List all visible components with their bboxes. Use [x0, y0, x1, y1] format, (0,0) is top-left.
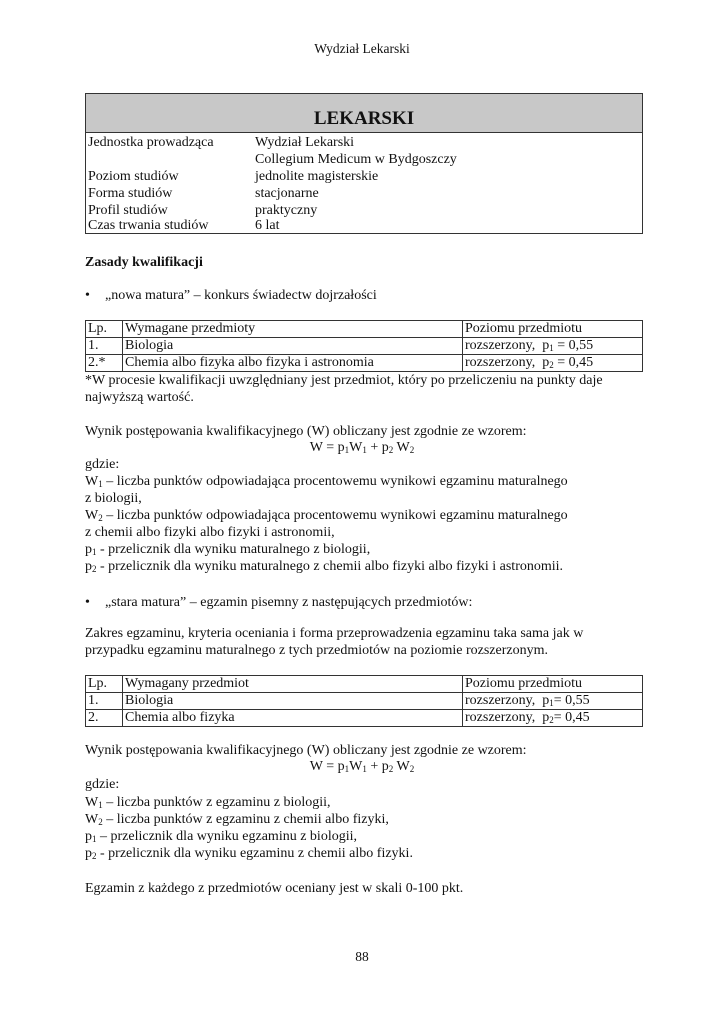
definition-line	[85, 845, 413, 862]
program-title: LEKARSKI	[313, 108, 415, 129]
formula	[0, 758, 724, 775]
paragraph-line: przypadku egzaminu maturalnego z tych przedmiotów na poziomie rozszerzonym.	[85, 643, 548, 658]
header-cell: Lp.	[86, 676, 123, 693]
definition-line: z biologii,	[85, 491, 142, 506]
symbol: p	[85, 542, 92, 557]
header-cell: Wymagane przedmioty	[123, 321, 463, 338]
symbol: p	[85, 559, 92, 574]
formula-part: + p	[366, 440, 389, 455]
definition-line	[85, 541, 370, 558]
symbol-subscript: 1	[98, 800, 103, 810]
info-label: Jednostka prowadząca	[88, 135, 214, 150]
formula-subscript: 1	[344, 445, 350, 455]
symbol-subscript: 2	[98, 513, 103, 523]
info-row	[86, 185, 642, 202]
definition-text: – przelicznik dla wyniku egzaminu z biologii,	[96, 829, 357, 844]
coefficient-symbol: p	[542, 693, 550, 708]
formula-subscript: 1	[362, 764, 367, 774]
row-level	[463, 355, 643, 372]
info-row	[86, 134, 642, 151]
definition-text: - przelicznik dla wyniku maturalnego z biologii,	[96, 542, 371, 557]
row-number: 2.*	[86, 355, 123, 372]
row-number: 1.	[86, 338, 123, 355]
coefficient-symbol: p	[542, 338, 550, 353]
row-subject: Biologia	[123, 693, 463, 710]
definition-text: – liczba punktów odpowiadająca procentowemu wynikowi egzaminu maturalnego	[102, 474, 568, 489]
symbol: W	[85, 508, 99, 523]
formula-part: + p	[366, 759, 389, 774]
header-cell: Lp.	[86, 321, 123, 338]
row-level	[463, 338, 643, 355]
formula-part: W	[349, 759, 363, 774]
formula-subscript: 1	[362, 445, 367, 455]
paragraph-line: Zakres egzaminu, kryteria oceniania i forma przeprowadzenia egzaminu taka sama jak w	[85, 626, 584, 641]
symbol-subscript: 2	[92, 851, 97, 861]
definition-line: z chemii albo fizyki albo fizyki i astronomii,	[85, 525, 335, 540]
bullet-text: „nowa matura” – konkurs świadectw dojrzałości	[105, 288, 377, 303]
coefficient-symbol: p	[542, 710, 550, 725]
definition-text: - przelicznik dla wyniku maturalnego z chemii albo fizyki albo fizyki i astronomii.	[96, 559, 564, 574]
footnote-line: najwyższą wartość.	[85, 390, 194, 405]
coefficient-subscript: 1	[549, 698, 554, 708]
result-intro: Wynik postępowania kwalifikacyjnego (W) obliczany jest zgodnie ze wzorem:	[85, 424, 527, 439]
bullet-glyph: •	[85, 288, 90, 303]
definition-text: – liczba punktów z egzaminu z biologii,	[102, 795, 331, 810]
info-value: Collegium Medicum w Bydgoszczy	[255, 152, 457, 167]
footnote-line: *W procesie kwalifikacji uwzględniany jest przedmiot, który po przeliczeniu na punkty daje	[85, 373, 603, 388]
table-row	[86, 338, 643, 355]
definition-text: – liczba punktów odpowiadająca procentowemu wynikowi egzaminu maturalnego	[102, 508, 568, 523]
info-label: Profil studiów	[88, 203, 168, 218]
row-number: 2.	[86, 710, 123, 727]
running-header: Wydział Lekarski	[314, 41, 410, 56]
header-cell: Wymagany przedmiot	[123, 676, 463, 693]
program-info-box	[85, 93, 643, 234]
definition-line	[85, 811, 389, 828]
result-intro: Wynik postępowania kwalifikacyjnego (W) obliczany jest zgodnie ze wzorem:	[85, 743, 527, 758]
definition-text: – liczba punktów z egzaminu z chemii albo fizyki,	[102, 812, 389, 827]
info-value: jednolite magisterskie	[255, 169, 379, 184]
table-row	[86, 693, 643, 710]
level-text: rozszerzony,	[465, 710, 536, 725]
table-header-row	[86, 321, 643, 338]
info-value: praktyczny	[255, 203, 318, 218]
symbol: p	[85, 846, 92, 861]
formula-part: W	[349, 440, 363, 455]
formula	[0, 439, 724, 456]
info-label: Czas trwania studiów	[88, 218, 209, 233]
where-label: gdzie:	[85, 457, 120, 472]
symbol: W	[85, 795, 99, 810]
coefficient-value: = 0,45	[553, 355, 594, 370]
symbol: W	[85, 474, 99, 489]
definition-line	[85, 558, 563, 575]
coefficient-value: = 0,55	[553, 693, 590, 708]
row-level	[463, 710, 643, 727]
table-row	[86, 355, 643, 372]
exam-subjects-table	[85, 675, 643, 727]
bullet-glyph: •	[85, 595, 90, 610]
table-row	[86, 710, 643, 727]
bullet-old-matura	[85, 594, 473, 611]
symbol-subscript: 1	[92, 834, 97, 844]
level-text: rozszerzony,	[465, 693, 536, 708]
required-subjects-table	[85, 320, 643, 372]
formula-part: W = p	[309, 440, 345, 455]
info-row	[86, 151, 642, 168]
header-cell: Poziomu przedmiotu	[463, 676, 643, 693]
definition-line	[85, 473, 568, 490]
formula-subscript: 2	[388, 764, 394, 774]
info-value: stacjonarne	[255, 186, 319, 201]
row-subject: Chemia albo fizyka	[123, 710, 463, 727]
symbol-subscript: 1	[98, 479, 103, 489]
page-number: 88	[355, 949, 369, 964]
table-header-row	[86, 676, 643, 693]
formula-part: W = p	[309, 759, 345, 774]
symbol-subscript: 2	[98, 817, 103, 827]
definition-line	[85, 828, 357, 845]
symbol: p	[85, 829, 92, 844]
program-title-bar	[86, 94, 642, 133]
info-label: Poziom studiów	[88, 169, 179, 184]
row-subject: Chemia albo fizyka albo fizyka i astronomia	[123, 355, 463, 372]
info-row	[86, 217, 642, 234]
formula-subscript: 2	[409, 445, 415, 455]
formula-part: W	[393, 759, 410, 774]
coefficient-value: = 0,55	[553, 338, 594, 353]
symbol: W	[85, 812, 99, 827]
row-level	[463, 693, 643, 710]
coefficient-symbol: p	[542, 355, 550, 370]
coefficient-subscript: 2	[549, 715, 554, 725]
formula-subscript: 2	[409, 764, 415, 774]
row-number: 1.	[86, 693, 123, 710]
formula-subscript: 1	[344, 764, 350, 774]
symbol-subscript: 2	[92, 564, 97, 574]
formula-subscript: 2	[388, 445, 394, 455]
info-value: 6 lat	[255, 218, 280, 233]
symbol-subscript: 1	[92, 547, 97, 557]
coefficient-value: = 0,45	[553, 710, 590, 725]
coefficient-subscript: 1	[549, 343, 554, 353]
info-value: Wydział Lekarski	[255, 135, 355, 150]
bullet-new-matura	[85, 287, 377, 304]
coefficient-subscript: 2	[549, 360, 554, 370]
section-heading: Zasady kwalifikacji	[85, 255, 203, 270]
level-text: rozszerzony,	[465, 355, 536, 370]
bullet-text: „stara matura” – egzamin pisemny z następujących przedmiotów:	[105, 595, 473, 610]
info-row	[86, 168, 642, 185]
header-cell: Poziomu przedmiotu	[463, 321, 643, 338]
formula-part: W	[393, 440, 410, 455]
info-label: Forma studiów	[88, 186, 173, 201]
definition-line	[85, 794, 331, 811]
definition-text: - przelicznik dla wyniku egzaminu z chemii albo fizyki.	[96, 846, 413, 861]
level-text: rozszerzony,	[465, 338, 536, 353]
where-label: gdzie:	[85, 777, 120, 792]
definition-line	[85, 507, 568, 524]
closing-note: Egzamin z każdego z przedmiotów oceniany jest w skali 0-100 pkt.	[85, 881, 464, 896]
row-subject: Biologia	[123, 338, 463, 355]
